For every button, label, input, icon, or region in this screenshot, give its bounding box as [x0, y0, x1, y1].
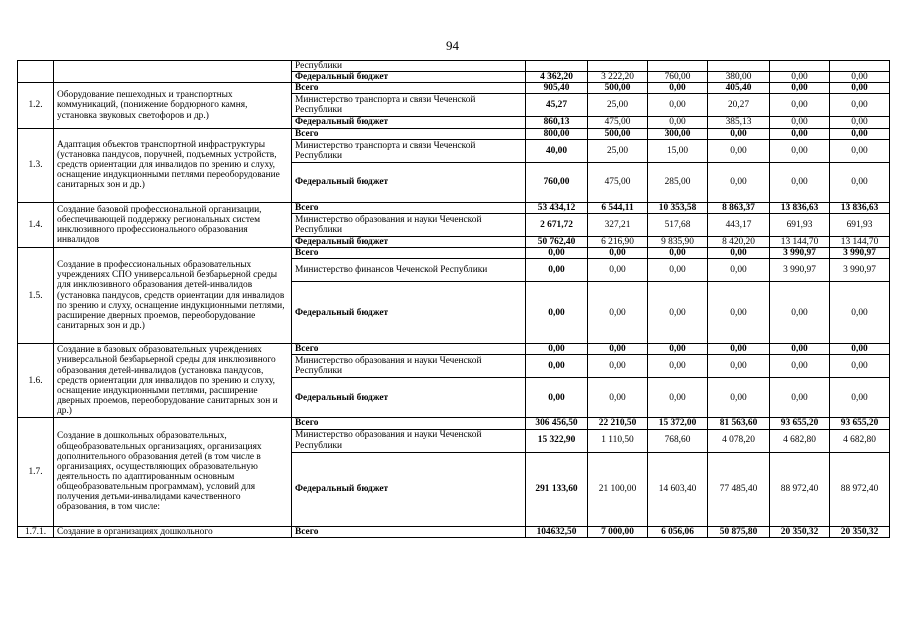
value-cell: 0,00	[770, 83, 830, 94]
value-cell: 93 655,20	[830, 418, 890, 429]
value-cell: 0,00	[770, 162, 830, 202]
value-cell: 0,00	[526, 355, 588, 378]
value-cell: 0,00	[770, 139, 830, 162]
value-cell: 0,00	[708, 378, 770, 418]
table-row	[18, 128, 890, 139]
value-cell: 475,00	[588, 162, 648, 202]
value-cell: 0,00	[830, 117, 890, 128]
table-row	[18, 83, 890, 94]
value-cell: 768,60	[648, 429, 708, 452]
funding-source: Всего	[292, 128, 526, 139]
funding-source: Министерство транспорта и связи Чеченской Республики	[292, 94, 526, 117]
value-cell: 4 682,80	[830, 429, 890, 452]
value-cell: 0,00	[588, 282, 648, 344]
value-cell: 40,00	[526, 139, 588, 162]
value-cell: 81 563,60	[708, 418, 770, 429]
funding-source: Всего	[292, 202, 526, 213]
value-cell: 800,00	[526, 128, 588, 139]
value-cell: 3 990,97	[830, 248, 890, 259]
value-cell: 88 972,40	[770, 452, 830, 526]
value-cell: 0,00	[708, 162, 770, 202]
value-cell	[830, 61, 890, 72]
value-cell: 20 350,32	[770, 526, 830, 537]
value-cell: 0,00	[830, 162, 890, 202]
funding-source: Министерство финансов Чеченской Республики	[292, 259, 526, 282]
funding-source: Всего	[292, 418, 526, 429]
value-cell: 0,00	[648, 378, 708, 418]
page-number: 94	[446, 38, 459, 53]
table-row	[18, 202, 890, 213]
value-cell: 0,00	[770, 72, 830, 83]
activity-description: Создание в профессиональных образовательных учреждениях СПО универсальной безбарьерной среды для инклюзивного образования детей-инвалидов (установка пандусов, средств ориентации для инвалидов по зрению и слуху, оснащение индукционными петлями, расширение дверных проемов, переоборудование санитарных зон и др.)	[54, 248, 292, 344]
value-cell: 53 434,12	[526, 202, 588, 213]
value-cell: 0,00	[830, 94, 890, 117]
value-cell	[648, 61, 708, 72]
value-cell: 0,00	[526, 378, 588, 418]
value-cell: 88 972,40	[830, 452, 890, 526]
activity-description: Создание в организациях дошкольного	[54, 526, 292, 537]
value-cell: 0,00	[708, 344, 770, 355]
value-cell: 380,00	[708, 72, 770, 83]
funding-source: Федеральный бюджет	[292, 452, 526, 526]
row-number: 1.2.	[18, 83, 54, 128]
value-cell: 0,00	[588, 378, 648, 418]
funding-source: Республики	[292, 61, 526, 72]
value-cell: 4 078,20	[708, 429, 770, 452]
value-cell: 500,00	[588, 83, 648, 94]
value-cell: 0,00	[770, 94, 830, 117]
value-cell: 0,00	[648, 94, 708, 117]
value-cell: 0,00	[770, 117, 830, 128]
value-cell: 385,13	[708, 117, 770, 128]
funding-source: Министерство образования и науки Чеченской Республики	[292, 355, 526, 378]
value-cell: 0,00	[830, 128, 890, 139]
table-row	[18, 248, 890, 259]
activity-description: Оборудование пешеходных и транспортных коммуникаций, (понижение бордюрного камня, установка звуковых светофоров и др.)	[54, 83, 292, 128]
value-cell: 77 485,40	[708, 452, 770, 526]
funding-source: Федеральный бюджет	[292, 378, 526, 418]
funding-source: Всего	[292, 344, 526, 355]
value-cell: 405,40	[708, 83, 770, 94]
value-cell: 0,00	[770, 378, 830, 418]
value-cell: 3 990,97	[830, 259, 890, 282]
activity-description: Адаптация объектов транспортной инфраструктуры (установка пандусов, поручней, подъемных устройств, средств ориентации для инвалидов по зрению и слуху, оснащение индукционными петлями переоборудование санитарных зон и др.)	[54, 128, 292, 202]
value-cell: 4 682,80	[770, 429, 830, 452]
value-cell: 14 603,40	[648, 452, 708, 526]
value-cell	[708, 61, 770, 72]
value-cell: 0,00	[588, 259, 648, 282]
value-cell: 0,00	[830, 139, 890, 162]
value-cell	[588, 61, 648, 72]
value-cell: 760,00	[526, 162, 588, 202]
value-cell: 20 350,32	[830, 526, 890, 537]
value-cell: 0,00	[770, 282, 830, 344]
value-cell: 0,00	[526, 282, 588, 344]
value-cell: 25,00	[588, 139, 648, 162]
funding-source: Министерство образования и науки Чеченской Республики	[292, 429, 526, 452]
value-cell: 443,17	[708, 213, 770, 236]
funding-source: Федеральный бюджет	[292, 282, 526, 344]
value-cell: 21 100,00	[588, 452, 648, 526]
row-number	[18, 61, 54, 83]
value-cell: 0,00	[648, 355, 708, 378]
value-cell: 691,93	[770, 213, 830, 236]
table-row	[18, 61, 890, 72]
value-cell: 0,00	[648, 83, 708, 94]
value-cell: 13 144,70	[770, 236, 830, 247]
value-cell: 475,00	[588, 117, 648, 128]
funding-source: Министерство образования и науки Чеченской Республики	[292, 213, 526, 236]
value-cell: 7 000,00	[588, 526, 648, 537]
value-cell	[526, 61, 588, 72]
value-cell: 285,00	[648, 162, 708, 202]
value-cell: 93 655,20	[770, 418, 830, 429]
value-cell: 905,40	[526, 83, 588, 94]
value-cell: 2 671,72	[526, 213, 588, 236]
value-cell: 0,00	[648, 282, 708, 344]
value-cell: 0,00	[648, 248, 708, 259]
value-cell: 1 110,50	[588, 429, 648, 452]
table-row	[18, 526, 890, 537]
activity-description: Создание в базовых образовательных учреждениях универсальной безбарьерной среды для инклюзивного образования детей-инвалидов (установка пандусов, средств ориентации для инвалидов по зрению и слуху, оснащение индукционными петлями, расширение дверных проемов, переоборудование санитарных зон и др.)	[54, 344, 292, 418]
value-cell: 300,00	[648, 128, 708, 139]
value-cell: 0,00	[526, 248, 588, 259]
value-cell: 15 372,00	[648, 418, 708, 429]
value-cell: 4 362,20	[526, 72, 588, 83]
value-cell: 0,00	[708, 128, 770, 139]
funding-source: Министерство транспорта и связи Чеченской Республики	[292, 139, 526, 162]
row-number: 1.6.	[18, 344, 54, 418]
value-cell: 20,27	[708, 94, 770, 117]
value-cell: 3 222,20	[588, 72, 648, 83]
value-cell: 0,00	[830, 72, 890, 83]
value-cell: 0,00	[770, 344, 830, 355]
value-cell: 22 210,50	[588, 418, 648, 429]
value-cell: 0,00	[708, 282, 770, 344]
value-cell: 45,27	[526, 94, 588, 117]
table-row	[18, 418, 890, 429]
value-cell: 0,00	[648, 344, 708, 355]
value-cell: 0,00	[588, 344, 648, 355]
value-cell: 15,00	[648, 139, 708, 162]
activity-description	[54, 61, 292, 83]
funding-source: Федеральный бюджет	[292, 236, 526, 247]
value-cell: 0,00	[648, 117, 708, 128]
value-cell: 500,00	[588, 128, 648, 139]
value-cell: 0,00	[526, 259, 588, 282]
value-cell: 6 216,90	[588, 236, 648, 247]
value-cell: 13 144,70	[830, 236, 890, 247]
value-cell: 0,00	[708, 139, 770, 162]
value-cell: 50 762,40	[526, 236, 588, 247]
value-cell: 13 836,63	[770, 202, 830, 213]
funding-source: Всего	[292, 248, 526, 259]
table-row	[18, 344, 890, 355]
value-cell: 0,00	[588, 248, 648, 259]
row-number: 1.3.	[18, 128, 54, 202]
funding-table	[17, 60, 890, 538]
value-cell: 3 990,97	[770, 248, 830, 259]
value-cell: 50 875,80	[708, 526, 770, 537]
value-cell: 0,00	[770, 355, 830, 378]
value-cell: 6 056,06	[648, 526, 708, 537]
funding-source: Федеральный бюджет	[292, 117, 526, 128]
value-cell: 8 420,20	[708, 236, 770, 247]
value-cell: 0,00	[830, 83, 890, 94]
value-cell: 10 353,58	[648, 202, 708, 213]
value-cell: 0,00	[770, 128, 830, 139]
row-number: 1.4.	[18, 202, 54, 247]
funding-source: Всего	[292, 526, 526, 537]
value-cell: 0,00	[830, 355, 890, 378]
value-cell: 3 990,97	[770, 259, 830, 282]
value-cell: 6 544,11	[588, 202, 648, 213]
value-cell: 9 835,90	[648, 236, 708, 247]
funding-source: Федеральный бюджет	[292, 72, 526, 83]
value-cell: 306 456,50	[526, 418, 588, 429]
value-cell: 13 836,63	[830, 202, 890, 213]
value-cell: 327,21	[588, 213, 648, 236]
value-cell: 0,00	[648, 259, 708, 282]
row-number: 1.5.	[18, 248, 54, 344]
value-cell: 0,00	[526, 344, 588, 355]
value-cell: 517,68	[648, 213, 708, 236]
activity-description: Создание базовой профессиональной организации, обеспечивающей поддержку региональных систем инклюзивного профессионального образования инвалидов	[54, 202, 292, 247]
value-cell: 0,00	[830, 282, 890, 344]
row-number: 1.7.	[18, 418, 54, 526]
value-cell: 0,00	[830, 344, 890, 355]
value-cell: 25,00	[588, 94, 648, 117]
value-cell	[770, 61, 830, 72]
funding-source: Всего	[292, 83, 526, 94]
value-cell: 291 133,60	[526, 452, 588, 526]
value-cell: 8 863,37	[708, 202, 770, 213]
funding-source: Федеральный бюджет	[292, 162, 526, 202]
row-number: 1.7.1.	[18, 526, 54, 537]
value-cell: 15 322,90	[526, 429, 588, 452]
value-cell: 760,00	[648, 72, 708, 83]
value-cell: 0,00	[588, 355, 648, 378]
value-cell: 0,00	[830, 378, 890, 418]
value-cell: 0,00	[708, 259, 770, 282]
value-cell: 0,00	[708, 355, 770, 378]
value-cell: 0,00	[708, 248, 770, 259]
value-cell: 691,93	[830, 213, 890, 236]
activity-description: Создание в дошкольных образовательных, общеобразовательных организациях, организациях дополнительного образования детей (в том числе в организациях, осуществляющих образовательную деятельность по адаптированным основным общеобразовательным программам), условий для получения детьми-инвалидами качественного образования, в том числе:	[54, 418, 292, 526]
value-cell: 860,13	[526, 117, 588, 128]
value-cell: 104632,50	[526, 526, 588, 537]
